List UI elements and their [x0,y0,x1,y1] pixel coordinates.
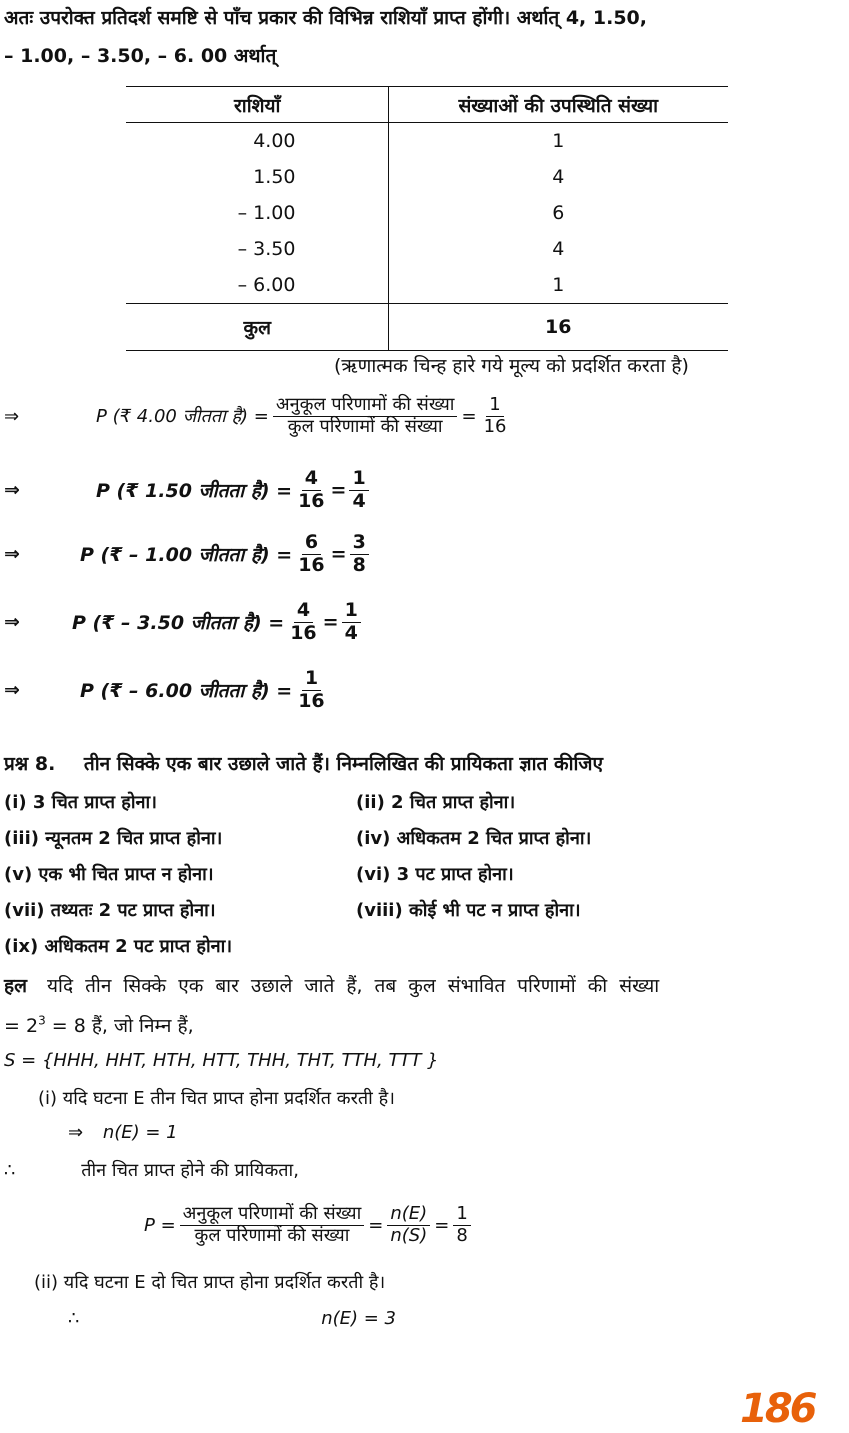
amount-frequency-table [126,86,728,351]
intro-line-2: – 1.00, – 3.50, – 6. 00 अर्थात् [4,45,277,67]
event-count: n(E) = 1 [102,1122,178,1143]
fraction [295,468,327,513]
fraction-denominator: 8 [352,553,366,576]
question-item: (vi) 3 पट प्राप्त होना। [356,864,514,885]
fraction-denominator: 16 [483,415,507,437]
part-ii-nE [68,1308,396,1329]
therefore-symbol: ∴ [4,1160,16,1181]
prob-lhs: P (₹ 1.50 जीतता है) = [96,480,293,502]
question-item: (viii) कोई भी पट न प्राप्त होना। [356,900,581,921]
fraction-denominator: 4 [344,621,358,644]
table-header-frequency: संख्याओं की उपस्थिति संख्या [388,87,728,123]
part-i-prob-label [4,1158,299,1182]
fraction-numerator: 4 [294,600,313,623]
table-cell-frequency: 6 [552,202,565,224]
implies-symbol: ⇒ [4,479,20,501]
probability-formula: P = $\frac{\text{अनुकूल परिणामों की संख्या}}{\text{कुल परिणामों की संख्या}}$ = $\frac{n(E)}{n(S)}$ = $\frac{1}{8}$ [144,1196,471,1254]
fraction [387,1204,430,1246]
prob-line-5 [4,662,328,718]
exponent: 3 [38,1013,46,1028]
question-item: (i) 3 चित प्राप्त होना। [4,792,157,813]
formula-lhs: P = [144,1214,176,1236]
fraction [342,600,361,645]
fraction [287,600,319,645]
question-8 [4,750,603,776]
fraction-numerator: n(E) [387,1204,430,1226]
prob-lhs: P (₹ – 6.00 जीतता है) = [80,680,293,702]
solution-line-2-part: = 2 [4,1015,39,1037]
table-header-amount: राशियाँ [126,87,388,123]
fraction-numerator: अनुकूल परिणामों की संख्या [273,395,458,417]
table-row [126,267,728,304]
fraction-denominator: 16 [298,689,325,712]
fraction [295,668,327,713]
sample-space: S = {HHH, HHT, HTH, HTT, THH, THT, TTH, TTT } [4,1050,439,1071]
question-item: (ii) 2 चित प्राप्त होना। [356,792,516,813]
question-item: (iii) न्यूनतम 2 चित प्राप्त होना। [4,828,223,849]
prob-lhs: P (₹ 4.00 जीतता है) = [96,406,269,427]
solution-line-1 [4,972,659,998]
fraction [350,532,369,577]
question-item: (iv) अधिकतम 2 चित प्राप्त होना। [356,828,592,849]
fraction-denominator: कुल परिणामों की संख्या [287,415,443,437]
fraction-denominator: 8 [456,1224,468,1246]
therefore-symbol: ∴ [68,1308,80,1329]
prob-lhs: P (₹ – 1.00 जीतता है) = [80,544,293,566]
fraction [453,1204,470,1246]
implies-symbol: ⇒ [4,611,20,633]
solution-line-2-part: = 8 हैं, जो निम्न हैं, [45,1015,194,1037]
table-cell-amount: – 1.00 [126,195,388,231]
question-item: (ix) अधिकतम 2 पट प्राप्त होना। [4,936,233,957]
table-cell-amount: – 6.00 [126,267,388,304]
fraction [481,395,510,437]
implies-symbol: ⇒ [4,405,20,427]
table-cell-frequency: 1 [552,274,565,296]
table-cell-frequency: 1 [552,130,565,152]
question-label: प्रश्न 8. [4,753,56,775]
fraction [349,468,368,513]
table-total-value: 16 [388,304,728,351]
question-text: तीन सिक्के एक बार उछाले जाते हैं। निम्नलिखित की प्रायिकता ज्ञात कीजिए [83,753,604,775]
event-count: n(E) = 3 [321,1308,396,1329]
table-cell-frequency: 4 [552,166,565,188]
intro-line-1: अतः उपरोक्त प्रतिदर्श समष्टि से पाँच प्रकार की विभिन्न राशियाँ प्राप्त होंगी। अर्थात् 4, 1.50, [4,7,647,29]
table-row [126,231,728,267]
prob-line-2: ⇒ P (₹ 1.50 जीतता है) = $\frac{4}{16}$ = $\frac{1}{4}$ [4,462,369,518]
table-cell-amount: – 3.50 [126,231,388,267]
fraction-denominator: 4 [352,489,366,512]
prob-line-1: ⇒ P (₹ 4.00 जीतता है) = $\frac{\text{अनुकूल परिणामों की संख्या}}{\text{कुल परिणामों की संख्या}}$ = $\frac{1}{16}$ [4,388,509,444]
fraction-numerator: 1 [349,468,368,491]
table-row [126,195,728,231]
question-item: (v) एक भी चित प्राप्त न होना। [4,864,214,885]
question-item: (vii) तथ्यतः 2 पट प्राप्त होना। [4,900,216,921]
table-row [126,123,728,160]
fraction-numerator: 6 [302,532,321,555]
table-cell-amount: 4.00 [126,123,388,160]
fraction-numerator: अनुकूल परिणामों की संख्या [180,1204,365,1226]
fraction [295,532,327,577]
fraction-numerator: 1 [342,600,361,623]
table-row [126,159,728,195]
fraction-denominator: कुल परिणामों की संख्या [194,1224,350,1246]
part-i-statement: (i) यदि घटना E तीन चित प्राप्त होना प्रदर्शित करती है। [38,1088,395,1109]
table-cell-frequency: 4 [552,238,565,260]
table-total-label: कुल [126,304,388,351]
fraction-numerator: 3 [350,532,369,555]
solution-label: हल [4,975,27,997]
implies-symbol: ⇒ [4,543,20,565]
fraction-numerator: 4 [302,468,321,491]
table-cell-amount: 1.50 [126,159,388,195]
fraction-denominator: 16 [298,553,325,576]
implies-symbol: ⇒ [4,679,20,701]
negative-sign-note: (ऋणात्मक चिन्ह हारे गये मूल्य को प्रदर्शित करता है) [334,355,689,377]
prob-lhs: P (₹ – 3.50 जीतता है) = [72,612,285,634]
fraction [273,395,458,437]
fraction-numerator: 1 [453,1204,470,1226]
part-i-nE [68,1122,178,1143]
fraction-numerator: 1 [486,395,503,417]
page-number: 186 [740,1386,815,1432]
solution-line-2 [4,1012,194,1038]
prob-line-4: ⇒ P (₹ – 3.50 जीतता है) = $\frac{4}{16}$ = $\frac{1}{4}$ [4,594,361,650]
part-ii-statement: (ii) यदि घटना E दो चित प्राप्त होना प्रदर्शित करती है। [34,1272,386,1293]
fraction-numerator: 1 [302,668,321,691]
fraction-denominator: 16 [290,621,317,644]
prob-label-text: तीन चित प्राप्त होने की प्रायिकता, [81,1160,299,1181]
fraction [180,1204,365,1246]
solution-text: यदि तीन सिक्के एक बार उछाले जाते हैं, तब कुल संभावित परिणामों की संख्या [47,975,660,997]
fraction-denominator: 16 [298,489,325,512]
fraction-denominator: n(S) [390,1224,428,1246]
table-total-row [126,304,728,351]
implies-symbol: ⇒ [68,1122,84,1143]
prob-line-3: ⇒ P (₹ – 1.00 जीतता है) = $\frac{6}{16}$ = $\frac{3}{8}$ [4,526,369,582]
